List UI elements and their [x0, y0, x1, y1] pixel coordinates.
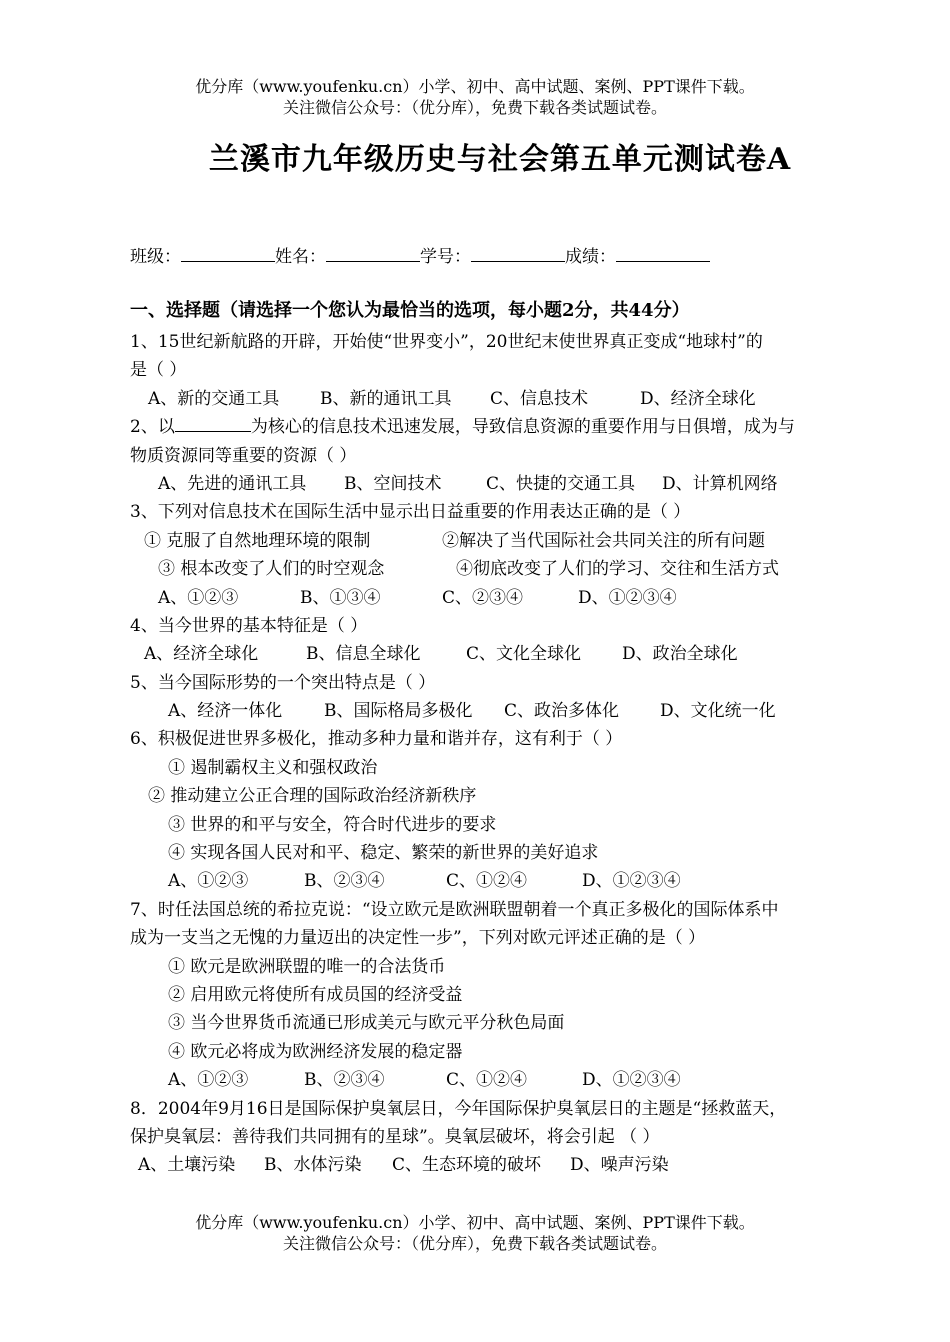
q5-options — [130, 697, 890, 725]
q8-stem-line1: 8．2004年9月16日是国际保护臭氧层日，今年国际保护臭氧层日的主题是“拯救蓝天， — [130, 1098, 787, 1119]
q3-statements-row2 — [130, 555, 890, 583]
statement: ④ 实现各国人民对和平、稳定、繁荣的新世界的美好追求 — [168, 843, 599, 864]
option[interactable]: D、计算机网络 — [662, 473, 778, 494]
option[interactable]: B、①③④ — [300, 587, 381, 608]
q5-stem: 5、当今国际形势的一个突出特点是（ ） — [130, 672, 436, 693]
option[interactable]: C、生态环境的破坏 — [392, 1155, 542, 1176]
q2-options — [130, 470, 890, 498]
q3-statements-row1 — [130, 527, 890, 555]
q6-options — [130, 867, 890, 895]
q6-stem: 6、积极促进世界多极化，推动多种力量和谐并存，这有利于（ ） — [130, 729, 623, 750]
name-label: 姓名： — [275, 247, 326, 267]
option[interactable]: A、①②③ — [158, 587, 239, 608]
footer-line-2: 关注微信公众号：（优分库），免费下载各类试题试卷。 — [282, 1234, 667, 1253]
statement: ① 遏制霸权主义和强权政治 — [168, 757, 378, 778]
option[interactable]: D、①②③④ — [582, 1070, 681, 1091]
option[interactable]: C、文化全球化 — [466, 644, 582, 665]
option[interactable]: D、①②③④ — [578, 587, 677, 608]
student-info-line — [130, 242, 710, 267]
page-header — [0, 76, 950, 118]
statement: ③ 世界的和平与安全，符合时代进步的要求 — [168, 814, 497, 835]
statement: ③ 根本改变了人们的时空观念 — [158, 559, 385, 580]
option[interactable]: A、①②③ — [168, 1070, 249, 1091]
page-title: 兰溪市九年级历史与社会第五单元测试卷A — [208, 142, 792, 177]
option[interactable]: A、①②③ — [168, 871, 249, 892]
option[interactable]: C、①②④ — [446, 871, 528, 892]
option[interactable]: A、新的交通工具 — [148, 388, 280, 409]
statement: ② 推动建立公正合理的国际政治经济新秩序 — [148, 786, 477, 807]
option[interactable]: A、经济全球化 — [144, 644, 259, 665]
class-blank[interactable] — [181, 247, 275, 262]
option[interactable]: C、信息技术 — [490, 388, 589, 409]
footer-line-1: 优分库（www.youfenku.cn）小学、初中、高中试题、案例、PPT课件下载。 — [195, 1213, 755, 1232]
q3-stem: 3、下列对信息技术在国际生活中显示出日益重要的作用表达正确的是（ ） — [130, 502, 691, 523]
statement: ① 欧元是欧洲联盟的唯一的合法货币 — [168, 956, 446, 977]
statement: ③ 当今世界货币流通已形成美元与欧元平分秋色局面 — [168, 1013, 565, 1034]
option[interactable]: D、经济全球化 — [640, 388, 756, 409]
option[interactable]: C、快捷的交通工具 — [486, 473, 636, 494]
option[interactable]: D、①②③④ — [582, 871, 681, 892]
score-blank[interactable] — [616, 247, 710, 262]
option[interactable]: D、政治全球化 — [622, 644, 738, 665]
header-line-2: 关注微信公众号：（优分库），免费下载各类试题试卷。 — [282, 98, 667, 117]
option[interactable]: C、②③④ — [442, 587, 524, 608]
page-footer — [0, 1212, 950, 1254]
answer-blank — [175, 417, 251, 432]
exam-content — [130, 296, 890, 1180]
option[interactable]: A、先进的通讯工具 — [158, 473, 307, 494]
option[interactable]: B、②③④ — [304, 1070, 385, 1091]
q8-stem-line2: 保护臭氧层：善待我们共同拥有的星球”。臭氧层破坏，将会引起 （ ） — [130, 1126, 660, 1147]
option[interactable]: C、①②④ — [446, 1070, 528, 1091]
statement: ④ 欧元必将成为欧洲经济发展的稳定器 — [168, 1041, 463, 1062]
q4-stem: 4、当今世界的基本特征是（ ） — [130, 615, 368, 636]
option[interactable]: A、土壤污染 — [138, 1155, 236, 1176]
option[interactable]: B、空间技术 — [344, 473, 442, 494]
q1-stem-line2: 是（ ） — [130, 360, 187, 381]
option[interactable]: B、②③④ — [304, 871, 385, 892]
q4-options — [130, 640, 890, 668]
header-line-1: 优分库（www.youfenku.cn）小学、初中、高中试题、案例、PPT课件下载。 — [195, 77, 755, 96]
name-blank[interactable] — [326, 247, 420, 262]
option[interactable]: B、水体污染 — [264, 1155, 362, 1176]
option[interactable]: C、政治多体化 — [504, 701, 620, 722]
id-blank[interactable] — [471, 247, 565, 262]
score-label: 成绩： — [565, 247, 616, 267]
q1-options — [130, 385, 890, 413]
option[interactable]: B、信息全球化 — [306, 644, 421, 665]
q8-options — [130, 1151, 890, 1179]
q2-stem-line1: 2、以 为核心的信息技术迅速发展，导致信息资源的重要作用与日俱增，成为与 — [130, 417, 795, 438]
statement: ① 克服了自然地理环境的限制 — [144, 530, 371, 551]
class-label: 班级： — [130, 247, 181, 267]
option[interactable]: A、经济一体化 — [168, 701, 283, 722]
q7-stem-line2: 成为一支当之无愧的力量迈出的决定性一步”，下列对欧元评述正确的是（ ） — [130, 928, 706, 949]
q3-options — [130, 584, 890, 612]
statement: ④彻底改变了人们的学习、交往和生活方式 — [456, 559, 779, 580]
option[interactable]: B、国际格局多极化 — [324, 701, 473, 722]
option[interactable]: B、新的通讯工具 — [320, 388, 452, 409]
statement: ②解决了当代国际社会共同关注的所有问题 — [442, 530, 765, 551]
id-label: 学号： — [420, 247, 471, 267]
q7-options — [130, 1066, 890, 1094]
option[interactable]: D、文化统一化 — [660, 701, 776, 722]
section-heading: 一、选择题（请选择一个您认为最恰当的选项，每小题2分，共44分） — [130, 300, 690, 321]
option[interactable]: D、噪声污染 — [570, 1155, 669, 1176]
statement: ② 启用欧元将使所有成员国的经济受益 — [168, 984, 463, 1005]
q2-stem-line2: 物质资源同等重要的资源（ ） — [130, 445, 357, 466]
q7-stem-line1: 7、时任法国总统的希拉克说：“设立欧元是欧洲联盟朝着一个真正多极化的国际体系中 — [130, 899, 779, 920]
q1-stem-line1: 1、15世纪新航路的开辟，开始使“世界变小”，20世纪末使世界真正变成“地球村”的 — [130, 332, 763, 352]
